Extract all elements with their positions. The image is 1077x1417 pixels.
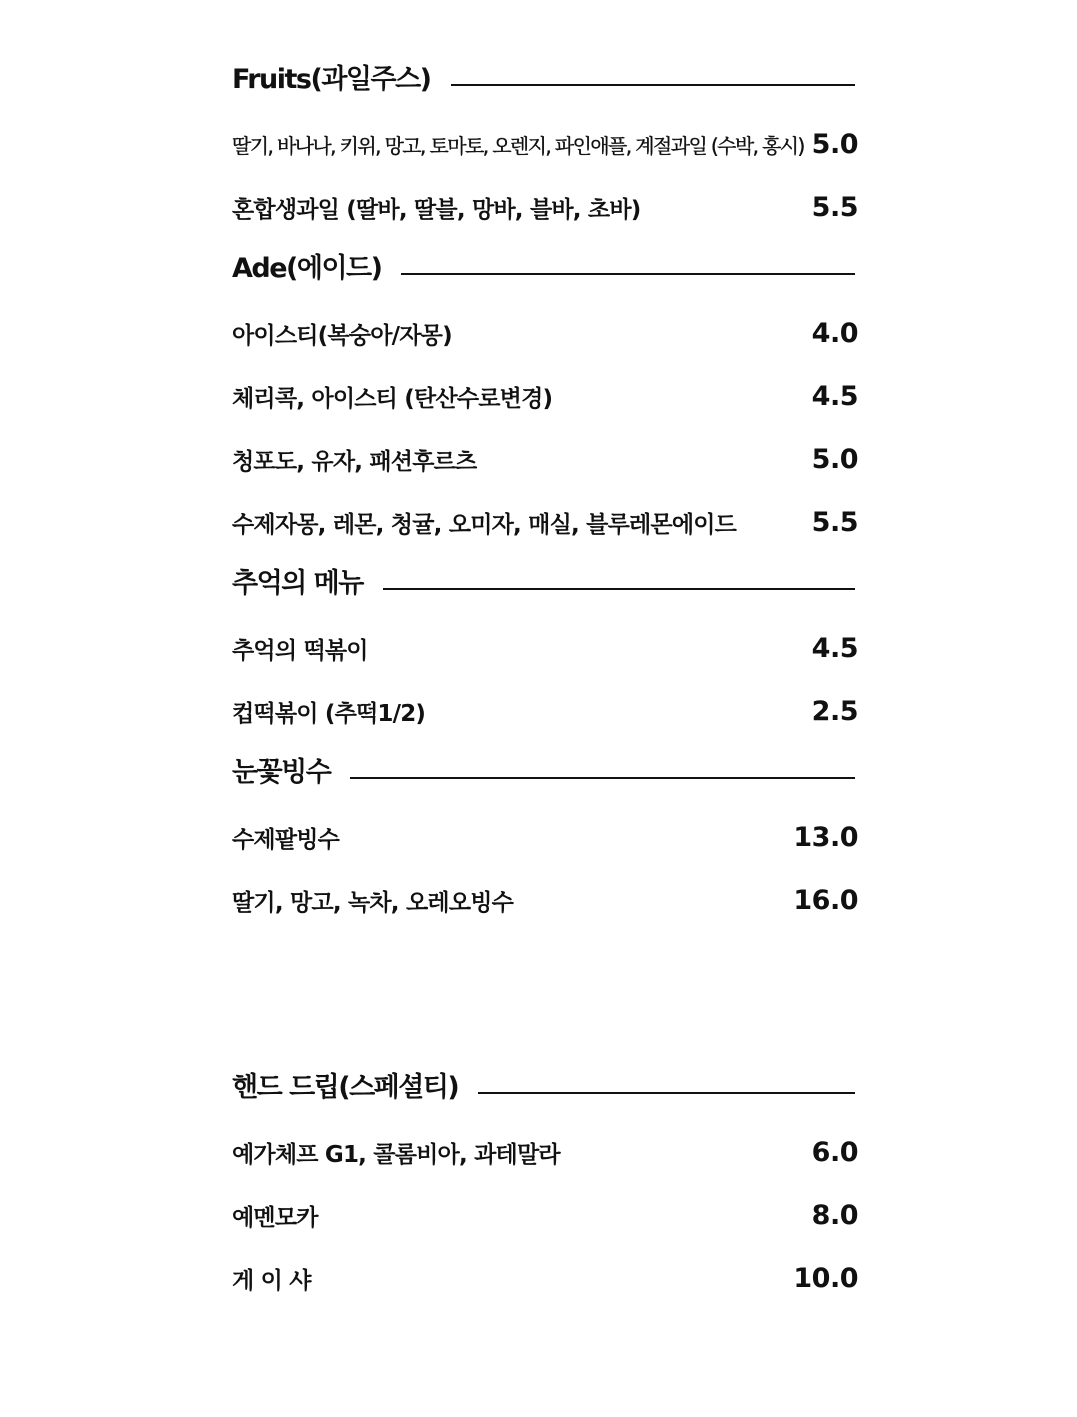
item-name: 추억의 떡볶이	[232, 638, 368, 664]
item-name: 수제자몽, 레몬, 청귤, 오미자, 매실, 블루레몬에이드	[232, 512, 737, 538]
item-price: 5.0	[811, 444, 858, 475]
section-retro-menu	[232, 564, 858, 743]
section-fruits	[232, 60, 858, 239]
menu-item	[232, 302, 858, 365]
section-divider	[451, 84, 856, 86]
section-divider	[350, 777, 855, 779]
section-header	[232, 564, 858, 604]
menu-item	[232, 617, 858, 680]
item-name: 청포도, 유자, 패션후르츠	[232, 449, 477, 475]
section-title: 추억의 메뉴	[232, 568, 363, 599]
section-title: Ade(에이드)	[232, 253, 382, 284]
item-price: 16.0	[793, 885, 858, 916]
item-price: 5.5	[811, 192, 858, 223]
item-price: 4.5	[811, 381, 858, 412]
item-name: 아이스티(복숭아/자몽)	[232, 323, 452, 349]
section-header	[232, 249, 858, 289]
item-price: 4.5	[811, 633, 858, 664]
section-title: 눈꽃빙수	[232, 757, 331, 788]
section-header	[232, 1068, 858, 1108]
menu-item	[232, 491, 858, 554]
section-title: 핸드 드립(스페셜티)	[232, 1072, 459, 1103]
menu-item	[232, 1247, 858, 1310]
section-header	[232, 60, 858, 100]
menu-item	[232, 680, 858, 743]
item-name: 컵떡볶이 (추떡1/2)	[232, 701, 426, 727]
item-name: 딸기, 바나나, 키위, 망고, 토마토, 오렌지, 파인애플, 계절과일 (수박, 홍시)	[232, 134, 804, 158]
section-ade	[232, 249, 858, 554]
section-title: Fruits(과일주스)	[232, 64, 431, 95]
item-price: 8.0	[811, 1200, 858, 1231]
item-name: 혼합생과일 (딸바, 딸블, 망바, 블바, 초바)	[232, 197, 641, 223]
menu-item	[232, 869, 858, 932]
menu-item	[232, 1121, 858, 1184]
item-name: 예가체프 G1, 콜롬비아, 과테말라	[232, 1142, 560, 1168]
section-divider	[383, 588, 855, 590]
menu-item	[232, 365, 858, 428]
item-name: 게 이 샤	[232, 1268, 311, 1294]
item-price: 2.5	[811, 696, 858, 727]
section-divider	[401, 273, 855, 275]
menu-item	[232, 806, 858, 869]
item-price: 10.0	[793, 1263, 858, 1294]
item-name: 예멘모카	[232, 1205, 318, 1231]
section-hand-drip	[232, 1068, 858, 1310]
section-divider	[478, 1092, 855, 1094]
section-header	[232, 753, 858, 793]
menu-item	[232, 1184, 858, 1247]
menu-item	[232, 428, 858, 491]
item-name: 수제팥빙수	[232, 827, 340, 853]
item-price: 5.5	[811, 507, 858, 538]
menu-item	[232, 113, 858, 176]
item-price: 6.0	[811, 1137, 858, 1168]
item-name: 딸기, 망고, 녹차, 오레오빙수	[232, 890, 514, 916]
section-bingsu	[232, 753, 858, 932]
item-price: 4.0	[811, 318, 858, 349]
item-price: 5.0	[811, 129, 858, 160]
item-name: 체리콕, 아이스티 (탄산수로변경)	[232, 386, 553, 412]
menu-item	[232, 176, 858, 239]
item-price: 13.0	[793, 822, 858, 853]
